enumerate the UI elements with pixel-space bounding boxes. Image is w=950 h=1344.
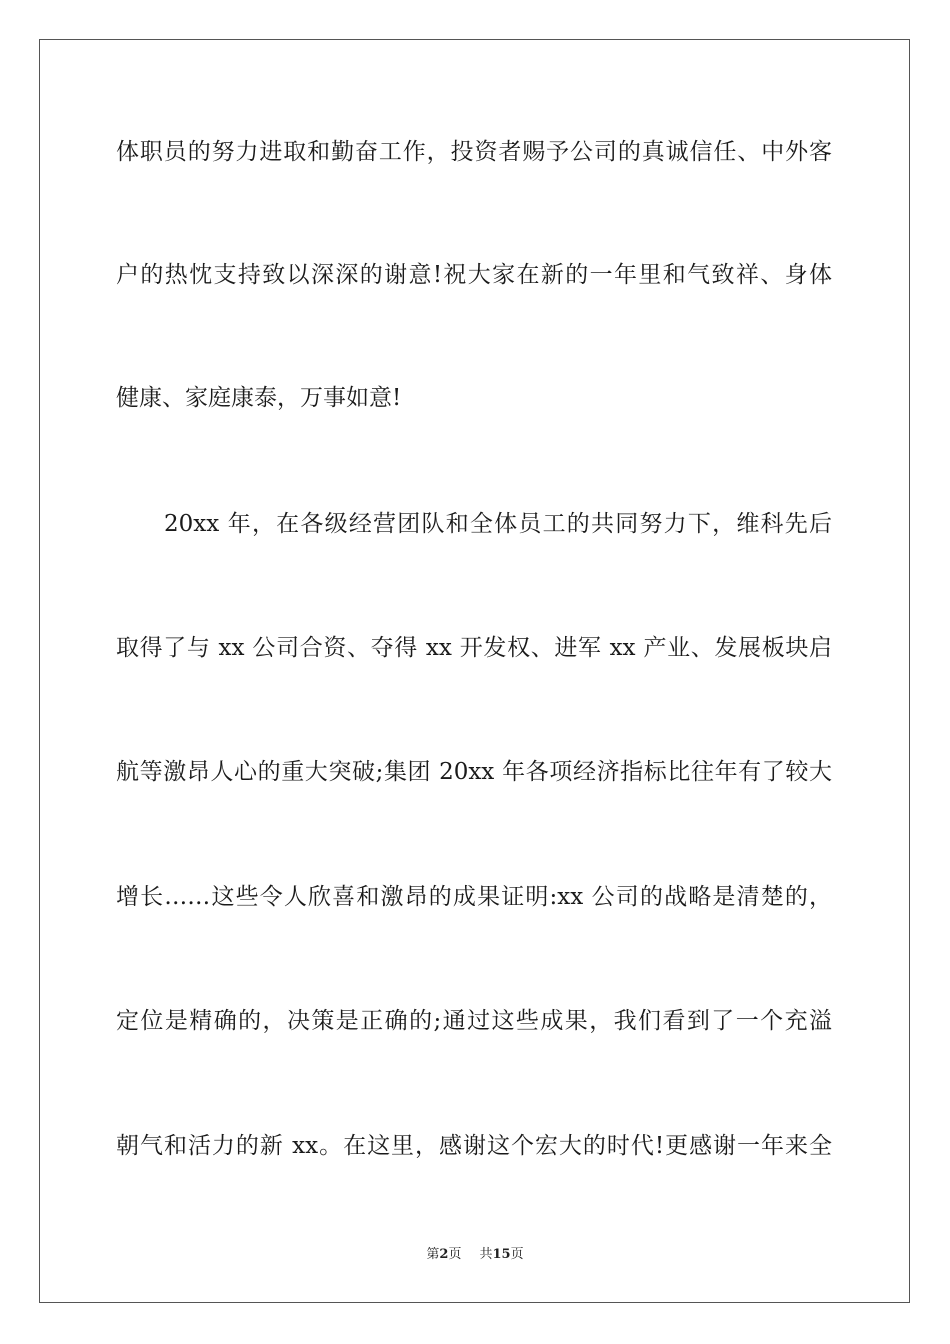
text-line: 朝气和活力的新 xx。在这里，感谢这个宏大的时代!更感谢一年来全: [116, 1133, 832, 1159]
text-line: 定位是精确的，决策是正确的;通过这些成果，我们看到了一个充溢: [116, 1008, 832, 1034]
text-line: 增长……这些令人欣喜和激昂的成果证明:xx 公司的战略是清楚的，: [116, 884, 832, 910]
text-line: 航等激昂人心的重大突破;集团 20xx 年各项经济指标比往年有了较大: [116, 759, 832, 785]
page-border: [39, 39, 910, 1303]
total-suffix: 页: [510, 1247, 524, 1262]
text-line: 20xx 年，在各级经营团队和全体员工的共同努力下，维科先后: [164, 511, 832, 537]
text-line: 健康、家庭康泰，万事如意!: [116, 385, 402, 411]
total-prefix: 共: [479, 1247, 493, 1262]
page-footer: [0, 1246, 950, 1264]
page-number: 2: [439, 1247, 449, 1262]
text-line: 体职员的努力进取和勤奋工作，投资者赐予公司的真诚信任、中外客: [116, 139, 832, 165]
page-suffix: 页: [448, 1247, 462, 1262]
total-pages: 15: [492, 1247, 511, 1262]
page-prefix: 第: [426, 1247, 440, 1262]
text-line: 取得了与 xx 公司合资、夺得 xx 开发权、进军 xx 产业、发展板块启: [116, 635, 832, 661]
text-line: 户的热忱支持致以深深的谢意!祝大家在新的一年里和气致祥、身体: [116, 262, 832, 288]
